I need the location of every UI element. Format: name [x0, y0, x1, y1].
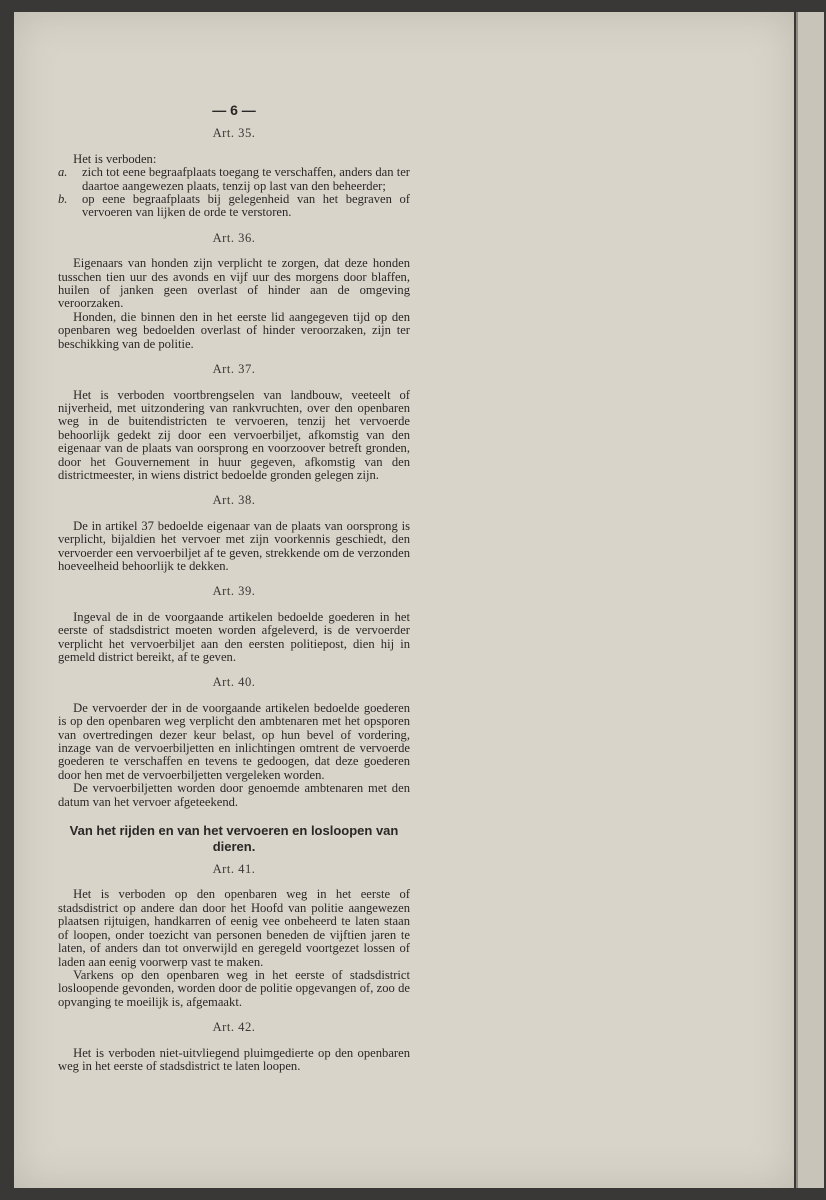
article-heading: Art. 41.	[212, 862, 256, 877]
item-label: a.	[58, 165, 68, 180]
item-label: b.	[58, 192, 68, 207]
article-heading: Art. 42.	[212, 1020, 256, 1035]
adjacent-page-edge	[796, 12, 824, 1188]
article-paragraph: De vervoerder der in de voorgaande artikelen bedoelde goederen is op den openbaren weg verplicht den ambtenaren met het opsporen van overtredingen dezer keur belast, op hun bevel of vordering, inzage van de vervoerbiljetten en inlichtingen omtrent de vervoerde goederen te verschaffen en tevens te gedoogen, dat deze goederen door hen met de vervoerbiljetten vergeleken worden.	[58, 700, 410, 782]
article-heading: Art. 38.	[212, 493, 256, 508]
article-heading: Art. 37.	[212, 362, 256, 377]
article-heading: Art. 40.	[212, 675, 256, 690]
article-40	[58, 676, 410, 809]
article-heading: Art. 36.	[212, 230, 256, 245]
list-item	[58, 193, 410, 220]
article-35	[58, 127, 410, 219]
section-title: Van het rijden en van het vervoeren en losloopen van dieren.	[69, 823, 399, 855]
article-paragraph: Ingeval de in de voorgaande artikelen bedoelde goederen in het eerste of stadsdistrict moeten worden afgeleverd, is de vervoerder verplicht het vervoerbiljet aan den eersten politiepost, dien hij in gemeld district bereikt, af te geven.	[58, 609, 410, 664]
page-number: — 6 —	[212, 102, 256, 118]
article-paragraph: Het is verboden niet-uitvliegend pluimgedierte op den openbaren weg in het eerste of stadsdistrict te laten loopen.	[58, 1045, 410, 1073]
article-38	[58, 494, 410, 573]
item-text: zich tot eene begraafplaats toegang te verschaffen, anders dan ter daartoe aangewezen plaats, tenzij op last van den beheerder;	[82, 165, 410, 193]
article-heading: Art. 39.	[212, 584, 256, 599]
article-paragraph: Het is verboden voortbrengselen van landbouw, veeteelt of nijverheid, met uitzondering van rankvruchten, over den openbaren weg in de buitendistricten te vervoeren, tenzij het vervoerde behoorlijk gedekt zij door een vervoerbiljet, afkomstig van den eigenaar van de plaats van oorsprong en voorzoover betreft gronden, door het Gouvernement in huur gegeven, afkomstig van den districtmeester, in wiens district bedoelde gronden gelegen zijn.	[58, 387, 410, 482]
article-paragraph: Eigenaars van honden zijn verplicht te zorgen, dat deze honden tusschen tien uur des avonds en vijf uur des morgens door blaffen, huilen of janken geen overlast of hinder aan de omgeving veroorzaken.	[58, 256, 410, 311]
article-paragraph: De in artikel 37 bedoelde eigenaar van de plaats van oorsprong is verplicht, bijaldien het vervoer met zijn voorkennis geschiedt, den vervoerder een vervoerbiljet af te geven, strekkende om de verzonden hoeveelheid behoorlijk te dekken.	[58, 518, 410, 573]
item-text: op eene begraafplaats bij gelegenheid van het begraven of vervoeren van lijken de orde te verstoren.	[82, 192, 410, 220]
article-paragraph: De vervoerbiljetten worden door genoemde ambtenaren met den datum van het vervoer afgeteekend.	[58, 781, 410, 809]
article-41	[58, 863, 410, 1009]
article-39	[58, 585, 410, 664]
article-42	[58, 1021, 410, 1073]
article-heading: Art. 35.	[212, 126, 256, 141]
article-paragraph: Het is verboden op den openbaren weg in het eerste of stadsdistrict op andere dan door het Hoofd van politie aangewezen plaatsen rijtuigen, handkarren of eenig vee onbeheerd te laten staan of loopen, onder toezicht van personen beneden de vijftien jaren te laten, of anders dan tot onverwijld en geregeld voortgezet lossen of laden aan eenig voorwerp vast te maken.	[58, 887, 410, 969]
article-paragraph: Varkens op den openbaren weg in het eerste of stadsdistrict losloopende gevonden, worden door de politie opgevangen of, zoo de opvanging te moeilijk is, afgemaakt.	[58, 967, 410, 1009]
article-paragraph: Honden, die binnen den in het eerste lid aangegeven tijd op den openbaren weg bedoelden overlast of hinder veroorzaken, zijn ter beschikking van de politie.	[58, 309, 410, 351]
article-intro: Het is verboden:	[73, 151, 157, 166]
article-36	[58, 232, 410, 351]
text-column	[58, 104, 410, 1085]
list-item	[58, 166, 410, 193]
article-37	[58, 363, 410, 482]
